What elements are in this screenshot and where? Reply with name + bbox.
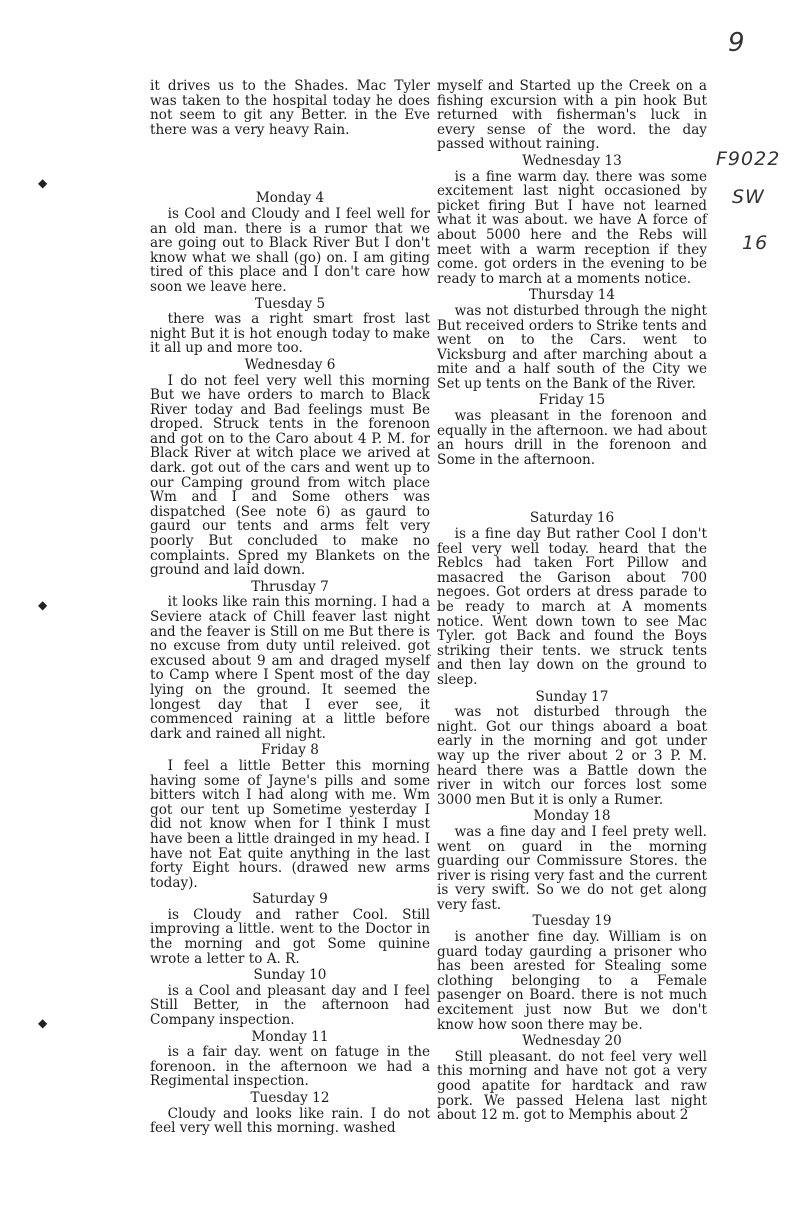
entry-date: Wednesday 6 (244, 356, 336, 373)
archive-initials: SW (732, 186, 765, 208)
entry-date: Monday 11 (251, 1028, 329, 1045)
entry-text: was a fine day and I feel prety well. went on guard in the morning guarding our Commissure Stores. the river is rising very fast and the current is very swift. So we do not get along very fast. (437, 823, 707, 913)
entry-date: Friday 8 (261, 742, 319, 759)
entry-date: Wednesday 13 (522, 152, 622, 169)
punch-hole-mark: ◆ (38, 176, 48, 190)
entry-date: Thrusday 7 (251, 578, 329, 595)
entry-date: Tuesday 19 (532, 913, 612, 930)
entry-text: is Cloudy and rather Cool. Still improving a little. went to the Doctor in the morning and got Some quinine wrote a letter to A. R. (150, 906, 430, 967)
entry-text: Still pleasant. do not feel very well this morning and have not got a very good apatite for hardtack and raw pork. We passed Helena last night about 12 m. got to Memphis about 2 (437, 1048, 707, 1124)
entry-date: Friday 15 (538, 392, 606, 409)
entry-text: I do not feel very well this morning But we have orders to march to Black River today and Bad feelings must Be droped. Struck tents in the forenoon and got on to the Caro about 4 P. M. for Black River at witch place we arived at dark. got out of the cars and went up to our Camping ground from witch place Wm and I and Some others was dispatched (See note 6) as gaurd to gaurd our tents and arms felt very poorly But concluded to make no complaints. Spred my Blankets on the ground and laid down. (150, 372, 430, 579)
entry-date: Sunday 10 (253, 967, 327, 984)
entry-text: is a fine warm day. there was some excitement last night occasioned by picket firing But I have not learned what it was about. we have A force of about 5000 here and the Rebs will meet with a warm reception if they come. got orders in the evening to be ready to march at a moments notice. (437, 168, 707, 287)
entry-date: Saturday 9 (252, 891, 328, 908)
entry-text: I feel a little Better this morning having some of Jayne's pills and some bitters witch I had along with me. Wm got our tent up Sometime yesterday I did not know when for I think I must have been a little drainged in my head. I have not Eat quite anything in the last forty Eight hours. (drawed new arms today). (150, 757, 430, 891)
entry-text: is a fair day. went on fatuge in the forenoon. in the afternoon we had a Regimental inspection. (150, 1044, 430, 1090)
entry-text: is another fine day. William is on guard today gaurding a prisoner who has been arested for Stealing some clothing belonging to a Female pasenger on Board. there is not much excitement just now But we don't know how soon there may be. (437, 929, 707, 1033)
page-number: 9 (728, 28, 746, 58)
entry-text: is a Cool and pleasant day and I feel Still Better, in the afternoon had Company inspection. (150, 982, 430, 1029)
entry-text: was not disturbed through the night. Got our things aboard a boat early in the morning and got under way up the river about 2 or 3 P. M. heard there was a Battle down the river in witch our forces lost some 3000 men But it is only a Rumer. (437, 704, 707, 808)
entry-text: is a fine day But rather Cool I don't feel very well today. heard that the Reblcs had taken Fort Pillow and masacred the Garison about 700 negoes. Got orders at dress parade to be ready to march at A moments notice. Went down town to see Mac Tyler. got Back and found the Boys striking their tents. we struck tents and then lay down on the ground to sleep. (437, 526, 707, 688)
entry-text: is Cool and Cloudy and I feel well for an old man. there is a rumor that we are going out to Black River But I don't know what we shall (go) on. I am giting tired of this place and I don't care how soon we leave here. (150, 205, 430, 295)
entry-text: Cloudy and looks like rain. I do not feel very well this morning. washed (150, 1105, 430, 1137)
opening-text: it drives us to the Shades. Mac Tyler was taken to the hospital today he does not seem to git any Better. in the Eve there was a very heavy Rain. (150, 78, 430, 138)
archive-number: 16 (742, 232, 769, 254)
entry-date: Tuesday 12 (250, 1090, 330, 1106)
entry-text: was not disturbed through the night But received orders to Strike tents and went on to the Cars. went to Vicksburg and after marching about a mite and a half south of the City we Set up tents on the Bank of the River. (437, 302, 707, 392)
entry-date: Tuesday 5 (254, 295, 326, 312)
entry-text: it looks like rain this morning. I had a Seviere atack of Chill feaver last night and the feaver is Still on me But there is no excuse from duty until releived. got excused about 9 am and draged myself to Camp where I Spent most of the day lying on the ground. It seemed the longest day that I ever see, it commenced raining at a little before dark and rained all night. (150, 594, 430, 742)
entry-text: there was a right smart frost last night But it is hot enough today to make it all up and more too. (150, 311, 430, 357)
archive-code: F9022 (716, 148, 781, 170)
punch-hole-mark: ◆ (38, 1016, 48, 1030)
entry-date: Thursday 14 (528, 287, 616, 304)
entry-date: Monday 18 (533, 808, 611, 825)
opening-text: myself and Started up the Creek on a fishing excursion with a pin hook But returned with fisherman's luck in every sense of the word. the day passed without raining. (437, 78, 707, 153)
entry-text: was pleasant in the forenoon and equally in the afternoon. we had about an hours drill in the forenoon and Some in the afternoon. (437, 408, 707, 468)
entry-date: Wednesday 20 (522, 1033, 622, 1050)
right-column (437, 79, 707, 1123)
left-column (150, 79, 430, 1136)
entry-date: Saturday 16 (529, 510, 615, 527)
entry-date: Sunday 17 (535, 688, 609, 705)
entry-date: Monday 4 (255, 190, 325, 207)
punch-hole-mark: ◆ (38, 598, 48, 612)
